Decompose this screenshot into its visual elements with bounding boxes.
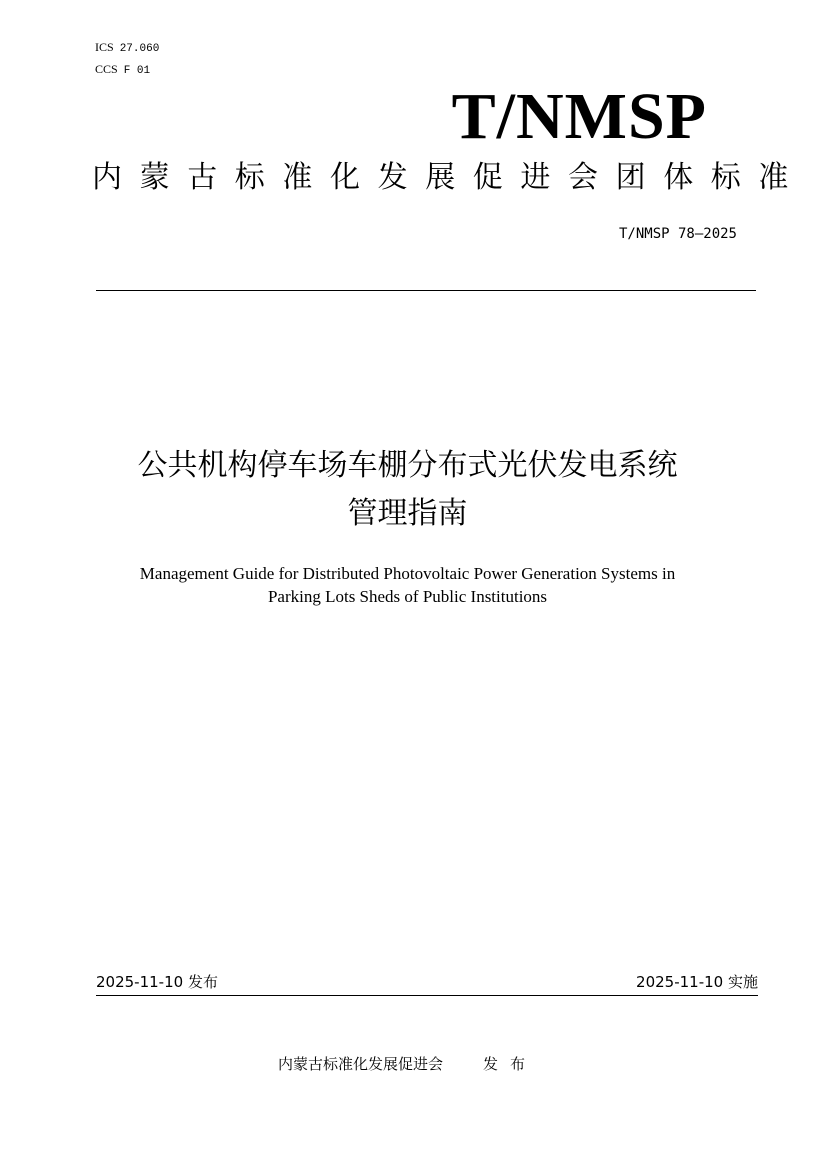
- header-divider: [96, 290, 756, 291]
- document-title-en-line2: Parking Lots Sheds of Public Institutions: [267, 587, 548, 606]
- ccs-classification: [95, 62, 150, 78]
- ccs-code: F 01: [123, 65, 151, 77]
- standard-number: T/NMSP 78—2025: [618, 226, 737, 242]
- publisher-action: 发布: [483, 1055, 538, 1073]
- footer-divider: [96, 995, 758, 996]
- document-title-cn-line2: 管理指南: [347, 496, 468, 531]
- brand-code: T/NMSP: [451, 80, 707, 153]
- ics-label: ICS: [95, 40, 114, 54]
- ics-classification: [95, 40, 159, 56]
- ccs-label: CCS: [95, 62, 118, 76]
- publisher-name: 内蒙古标准化发展促进会: [277, 1055, 443, 1073]
- document-title-en-line1: Management Guide for Distributed Photovoltaic Power Generation Systems in: [139, 564, 676, 583]
- publish-date: 2025-11-10 发布: [96, 973, 218, 991]
- publisher-line: [0, 1054, 815, 1074]
- implement-date: 2025-11-10 实施: [636, 973, 758, 991]
- ics-code: 27.060: [119, 43, 160, 55]
- org-standard-title: 内蒙古标准化发展促进会团体标准: [92, 160, 806, 195]
- document-title-cn-line1: 公共机构停车场车棚分布式光伏发电系统: [137, 448, 678, 483]
